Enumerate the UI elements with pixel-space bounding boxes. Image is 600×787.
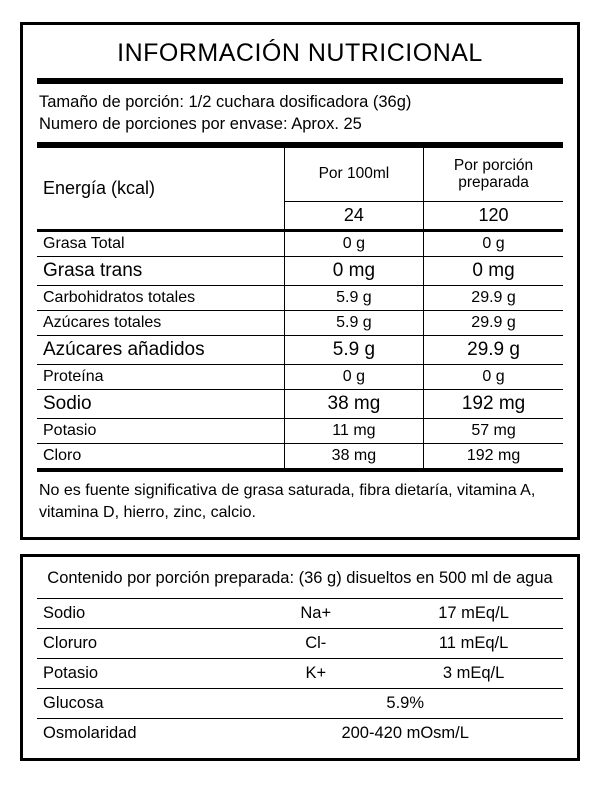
servings-per-container-text: Numero de porciones por envase: Aprox. 25: [39, 115, 362, 134]
row-label: Grasa Total: [37, 231, 284, 257]
table-row: [37, 286, 563, 311]
footnote-text: No es fuente significativa de grasa saturada, fibra dietaría, vitamina A, vitamina D, hierro, zinc, calcio.: [39, 482, 536, 521]
nutrition-facts-panel: [20, 22, 580, 540]
row-value-per-100ml: 11 mg: [284, 419, 423, 444]
table-row: [37, 688, 563, 718]
row-label: Carbohidratos totales: [37, 286, 284, 311]
table-row: [37, 419, 563, 444]
nutrition-table: [37, 148, 563, 469]
column-header-per-serving: [424, 148, 563, 202]
electrolyte-symbol: Cl-: [247, 628, 384, 658]
table-row: [37, 231, 563, 257]
row-value-per-serving: 192 mg: [424, 444, 563, 469]
energy-value-per-100ml: 24: [284, 202, 423, 231]
row-value-per-serving: 29.9 g: [424, 311, 563, 336]
electrolyte-symbol: Na+: [247, 598, 384, 628]
row-value-per-serving: 0 g: [424, 231, 563, 257]
row-label: Azúcares añadidos: [37, 336, 284, 365]
electrolyte-name: Sodio: [37, 598, 247, 628]
electrolyte-name: Osmolaridad: [37, 718, 247, 748]
electrolyte-value: 5.9%: [247, 688, 563, 718]
table-row: [37, 365, 563, 390]
row-value-per-serving: 57 mg: [424, 419, 563, 444]
electrolyte-value: 17 mEq/L: [384, 598, 563, 628]
electrolytes-panel: [20, 554, 580, 760]
row-value-per-100ml: 0 g: [284, 365, 423, 390]
column-header-per-100ml: Por 100ml: [284, 148, 423, 202]
row-label: Azúcares totales: [37, 311, 284, 336]
row-label: Potasio: [37, 419, 284, 444]
electrolyte-value: 200-420 mOsm/L: [247, 718, 563, 748]
energy-label: Energía (kcal): [43, 177, 156, 198]
row-label: Grasa trans: [37, 257, 284, 286]
table-row: [37, 390, 563, 419]
table-row: [37, 257, 563, 286]
electrolyte-symbol: K+: [247, 658, 384, 688]
serving-size-text: Tamaño de porción: 1/2 cuchara dosificadora (36g): [39, 93, 412, 111]
energy-value-per-serving: 120: [424, 202, 563, 231]
row-value-per-100ml: 5.9 g: [284, 286, 423, 311]
electrolyte-name: Cloruro: [37, 628, 247, 658]
table-row: [37, 628, 563, 658]
row-value-per-serving: 192 mg: [424, 390, 563, 419]
row-label: Proteína: [37, 365, 284, 390]
row-value-per-serving: 0 g: [424, 365, 563, 390]
table-row: [37, 598, 563, 628]
electrolyte-value: 11 mEq/L: [384, 628, 563, 658]
table-row: [37, 658, 563, 688]
electrolyte-value: 3 mEq/L: [384, 658, 563, 688]
column-header-per-serving-line1: Por porción: [453, 156, 534, 174]
electrolytes-table: [37, 598, 563, 748]
row-value-per-100ml: 38 mg: [284, 444, 423, 469]
table-row: [37, 444, 563, 469]
electrolyte-name: Potasio: [37, 658, 247, 688]
table-row: [37, 311, 563, 336]
serving-info: [37, 84, 563, 142]
table-row: [37, 336, 563, 365]
electrolyte-name: Glucosa: [37, 688, 247, 718]
row-value-per-100ml: 0 mg: [284, 257, 423, 286]
row-value-per-100ml: 38 mg: [284, 390, 423, 419]
table-header-row: [37, 148, 563, 202]
electrolytes-title: Contenido por porción preparada: (36 g) disueltos en 500 ml de agua: [47, 569, 553, 588]
page-title: INFORMACIÓN NUTRICIONAL: [117, 39, 483, 67]
row-value-per-100ml: 0 g: [284, 231, 423, 257]
row-value-per-serving: 29.9 g: [424, 286, 563, 311]
table-row: [37, 718, 563, 748]
row-value-per-serving: 0 mg: [424, 257, 563, 286]
row-value-per-serving: 29.9 g: [424, 336, 563, 365]
row-label: Cloro: [37, 444, 284, 469]
row-value-per-100ml: 5.9 g: [284, 336, 423, 365]
row-value-per-100ml: 5.9 g: [284, 311, 423, 336]
row-label: Sodio: [37, 390, 284, 419]
column-header-per-serving-line2: preparada: [458, 174, 529, 192]
